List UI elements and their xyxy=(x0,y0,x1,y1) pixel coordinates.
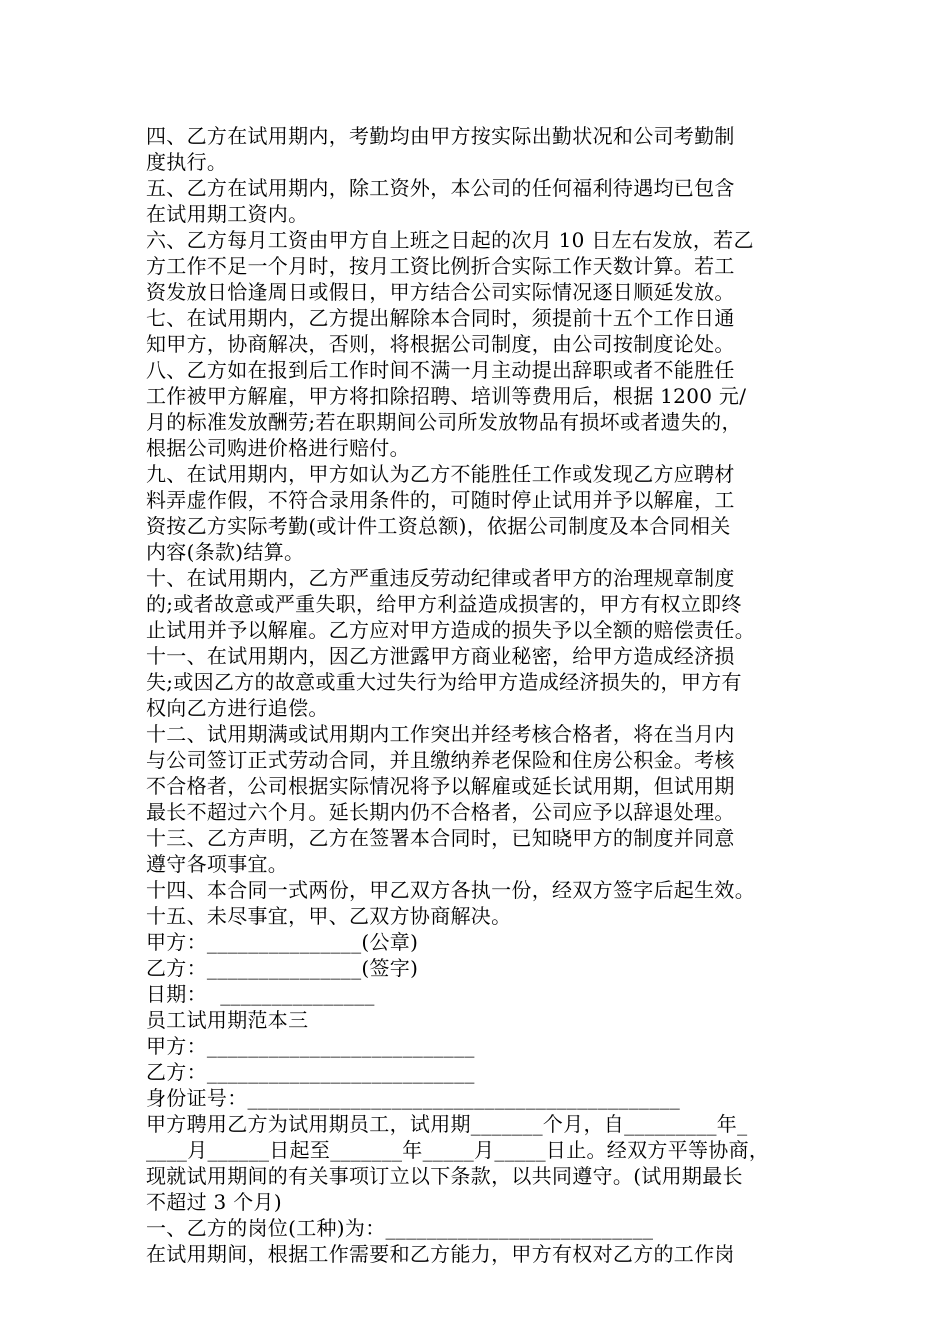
text-line: 在试用期间，根据工作需要和乙方能力，甲方有权对乙方的工作岗 xyxy=(146,1242,735,1266)
text-line: 月的标准发放酬劳;若在职期间公司所发放物品有损坏或者遗失的， xyxy=(146,410,742,434)
text-line: 不合格者，公司根据实际情况将予以解雇或延长试用期，但试用期 xyxy=(146,774,735,798)
text-line: 十二、试用期满或试用期内工作突出并经考核合格者，将在当月内 xyxy=(146,722,735,746)
text-line: 料弄虚作假，不符合录用条件的，可随时停止试用并予以解雇，工 xyxy=(146,488,735,512)
text-line: 甲方聘用乙方为试用期员工，试用期_______个月，自_________年_ xyxy=(146,1112,748,1136)
party-b-line: 乙方：__________________________ xyxy=(146,1060,475,1084)
text-line: 九、在试用期内，甲方如认为乙方不能胜任工作或发现乙方应聘材 xyxy=(146,462,735,486)
text-line: 工作被甲方解雇，甲方将扣除招聘、培训等费用后，根据 1200 元/ xyxy=(146,384,747,408)
text-line: 七、在试用期内，乙方提出解除本合同时，须提前十五个工作日通 xyxy=(146,306,735,330)
text-line: 度执行。 xyxy=(146,150,228,174)
signature-line-party-a: 甲方：_______________(公章) xyxy=(146,930,419,954)
text-line: 六、乙方每月工资由甲方自上班之日起的次月 10 日左右发放，若乙 xyxy=(146,228,754,252)
party-a-line: 甲方：__________________________ xyxy=(146,1034,475,1058)
text-line: 最长不超过六个月。延长期内仍不合格者，公司应予以辞退处理。 xyxy=(146,800,735,824)
text-line: 不超过 3 个月) xyxy=(146,1190,282,1214)
text-line: 权向乙方进行追偿。 xyxy=(146,696,329,720)
text-line: 十四、本合同一式两份，甲乙双方各执一份，经双方签字后起生效。 xyxy=(146,878,755,902)
text-line: 在试用期工资内。 xyxy=(146,202,309,226)
text-line: 资按乙方实际考勤(或计件工资总额)，依据公司制度及本合同相关 xyxy=(146,514,731,538)
id-number-line: 身份证号：__________________________________________ xyxy=(146,1086,681,1110)
text-line: 十一、在试用期内，因乙方泄露甲方商业秘密，给甲方造成经济损 xyxy=(146,644,735,668)
text-line: 十三、乙方声明，乙方在签署本合同时，已知晓甲方的制度并同意 xyxy=(146,826,735,850)
text-line: 四、乙方在试用期内，考勤均由甲方按实际出勤状况和公司考勤制 xyxy=(146,124,735,148)
text-line: 的;或者故意或严重失职，给甲方利益造成损害的，甲方有权立即终 xyxy=(146,592,742,616)
text-line: 八、乙方如在报到后工作时间不满一月主动提出辞职或者不能胜任 xyxy=(146,358,735,382)
text-line: 与公司签订正式劳动合同，并且缴纳养老保险和住房公积金。考核 xyxy=(146,748,735,772)
date-line: 日期： _______________ xyxy=(146,982,375,1006)
text-line: 根据公司购进价格进行赔付。 xyxy=(146,436,410,460)
text-line: 知甲方，协商解决，否则，将根据公司制度，由公司按制度论处。 xyxy=(146,332,735,356)
document-body xyxy=(146,123,822,1267)
text-line: 十五、未尽事宜，甲、乙双方协商解决。 xyxy=(146,904,512,928)
text-line: 十、在试用期内，乙方严重违反劳动纪律或者甲方的治理规章制度 xyxy=(146,566,735,590)
text-line: 五、乙方在试用期内，除工资外，本公司的任何福利待遇均已包含 xyxy=(146,176,735,200)
text-line: 失;或因乙方的故意或重大过失行为给甲方造成经济损失的，甲方有 xyxy=(146,670,742,694)
text-line: 遵守各项事宜。 xyxy=(146,852,289,876)
text-line: 现就试用期间的有关事项订立以下条款，以共同遵守。(试用期最长 xyxy=(146,1164,743,1188)
text-line: 资发放日恰逢周日或假日，甲方结合公司实际情况逐日顺延发放。 xyxy=(146,280,735,304)
text-line: 一、乙方的岗位(工种)为：__________________________ xyxy=(146,1216,654,1240)
signature-line-party-b: 乙方：_______________(签字) xyxy=(146,956,419,980)
text-line: 内容(条款)结算。 xyxy=(146,540,305,564)
text-line: 止试用并予以解雇。乙方应对甲方造成的损失予以全额的赔偿责任。 xyxy=(146,618,755,642)
section-title: 员工试用期范本三 xyxy=(146,1008,309,1032)
text-line: ____月______日起至_______年_____月_____日止。经双方平等协商， xyxy=(146,1138,770,1162)
text-line: 方工作不足一个月时，按月工资比例折合实际工作天数计算。若工 xyxy=(146,254,735,278)
